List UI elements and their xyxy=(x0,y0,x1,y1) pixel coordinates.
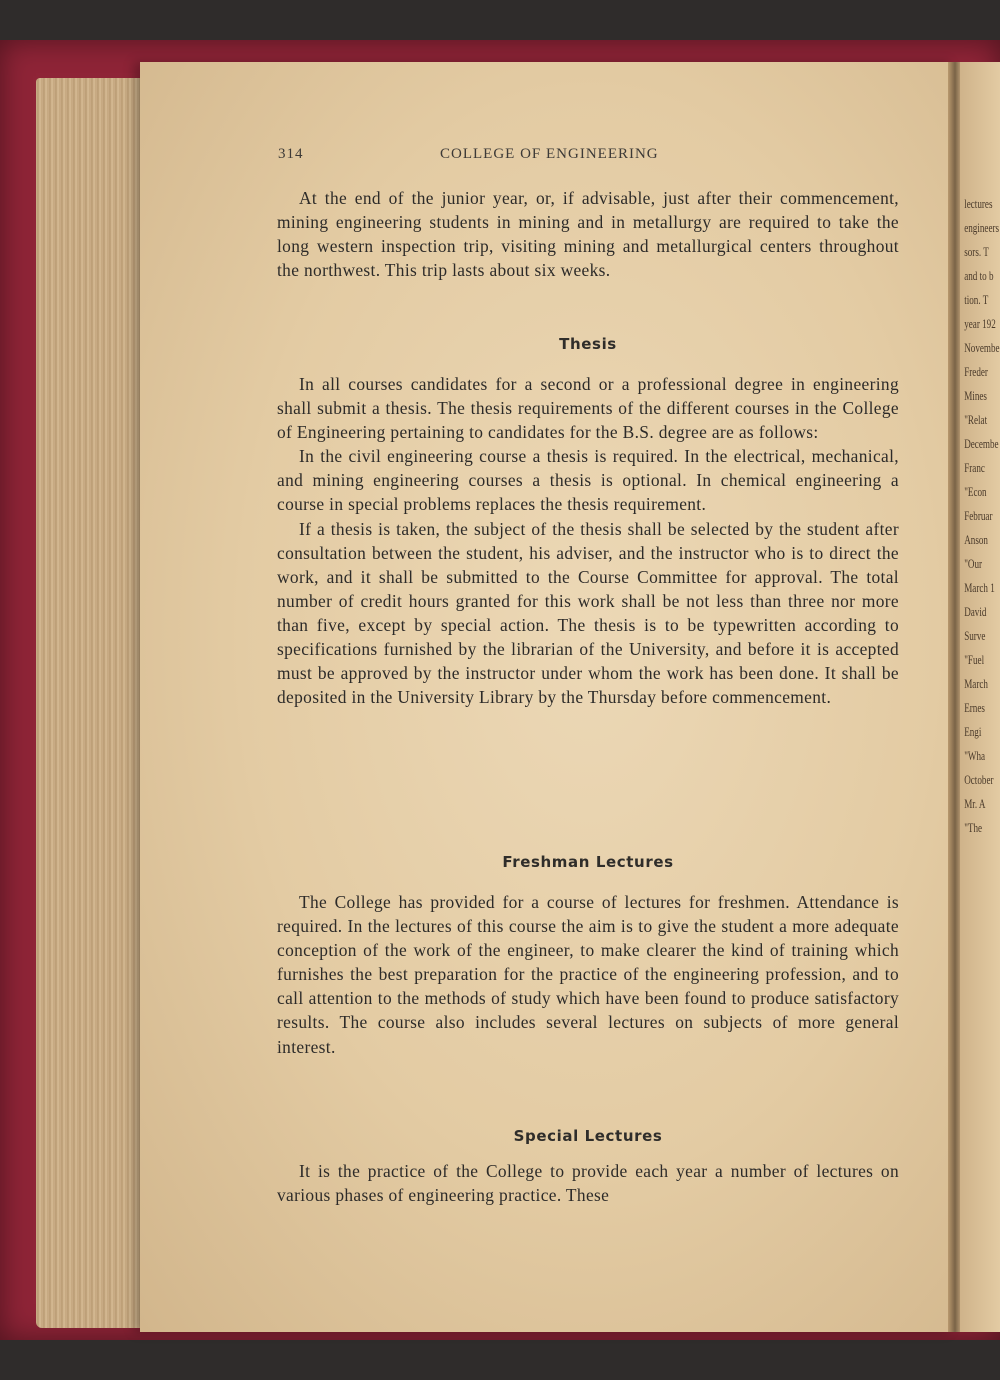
facing-page-fragment: sors. T xyxy=(964,244,989,259)
facing-page-fragment: October xyxy=(964,772,994,787)
paragraph: If a thesis is taken, the subject of the thesis shall be selected by the student after consultation between the student, his adviser, and the instructor who is to direct the work, and it shall be submitted to the Course Committee for approval. The total number of credit hours granted for this work shall be not less than three nor more than five, except by special action. The thesis is to be typewritten according to specifications furnished by the librarian of the University, and before it is accepted must be approved by the instructor under whom the work has been done. It shall be deposited in the University Library by the Thursday before commencement. xyxy=(277,518,899,708)
special-lectures-text xyxy=(277,1159,899,1207)
facing-page-fragment: "Fuel xyxy=(964,652,985,667)
thesis-text xyxy=(277,372,899,709)
facing-page-fragment: "Wha xyxy=(964,748,986,763)
facing-page-fragment: engineers xyxy=(964,220,1000,235)
facing-page-fragment: "Econ xyxy=(964,484,987,499)
facing-page-fragment: lectures xyxy=(964,196,993,211)
section-heading-thesis: Thesis xyxy=(559,335,617,353)
facing-page-fragment: David xyxy=(964,604,987,619)
facing-page-fragment: Mr. A xyxy=(964,796,986,811)
paragraph: At the end of the junior year, or, if advisable, just after their commencement, mining engineering students in mining and in metallurgy are required to take the long western inspection trip, visiting mining and metallurgical centers throughout the northwest. This trip lasts about six weeks. xyxy=(277,188,899,281)
facing-page-fragment: Februar xyxy=(964,508,993,523)
freshman-lectures-text xyxy=(277,890,899,1059)
running-header xyxy=(278,146,898,168)
running-head-title: COLLEGE OF ENGINEERING xyxy=(440,146,659,162)
paragraph: It is the practice of the College to provide each year a number of lectures on various phases of engineering practice. These xyxy=(277,1161,899,1206)
facing-page-fragment: March xyxy=(964,676,988,691)
section-heading-freshman-lectures: Freshman Lectures xyxy=(502,853,674,871)
facing-page-fragment: and to b xyxy=(964,268,994,283)
paragraph: In all courses candidates for a second or a professional degree in engineering shall submit a thesis. The thesis requirements of the different courses in the College of Engineering pertaining to candidates for the B.S. degree are as follows: xyxy=(277,374,899,443)
facing-page-fragment: Surve xyxy=(964,628,986,643)
facing-page-fragment: March 1 xyxy=(964,580,995,595)
facing-page-fragment: Freder xyxy=(964,364,988,379)
section-heading-special-lectures: Special Lectures xyxy=(513,1127,663,1145)
facing-page-fragment: tion. T xyxy=(964,292,989,307)
facing-page-fragment: Ernes xyxy=(964,700,985,715)
paragraph: The College has provided for a course of lectures for freshmen. Attendance is required. In the lectures of this course the aim is to give the student a more adequate conception of the work of the engineer, to make clearer the kind of training which furnishes the best preparation for the practice of the engineering profession, and to call attention to the methods of study which have been found to produce satisfactory results. The course also includes several lectures on subjects of more general interest. xyxy=(277,892,899,1057)
paragraph: In the civil engineering course a thesis is required. In the electrical, mechanical, and mining engineering courses a thesis is optional. In chemical engineering a course in special problems replaces the thesis requirement. xyxy=(277,446,899,515)
page-number: 314 xyxy=(278,146,304,162)
facing-page-fragment: Novembe xyxy=(964,340,1000,355)
facing-page-fragment: "Our xyxy=(964,556,983,571)
facing-page-fragment: Decembe xyxy=(964,436,999,451)
facing-page-fragment: "The xyxy=(964,820,983,835)
facing-page-fragment: year 192 xyxy=(964,316,996,331)
facing-page-fragment: Engi xyxy=(964,724,982,739)
facing-page-fragment: Mines xyxy=(964,388,987,403)
facing-page-fragment: Franc xyxy=(964,460,985,475)
facing-page-fragment: "Relat xyxy=(964,412,988,427)
facing-page xyxy=(960,62,1000,1332)
facing-page-fragment: Anson xyxy=(964,532,988,547)
intro-text xyxy=(277,186,899,282)
